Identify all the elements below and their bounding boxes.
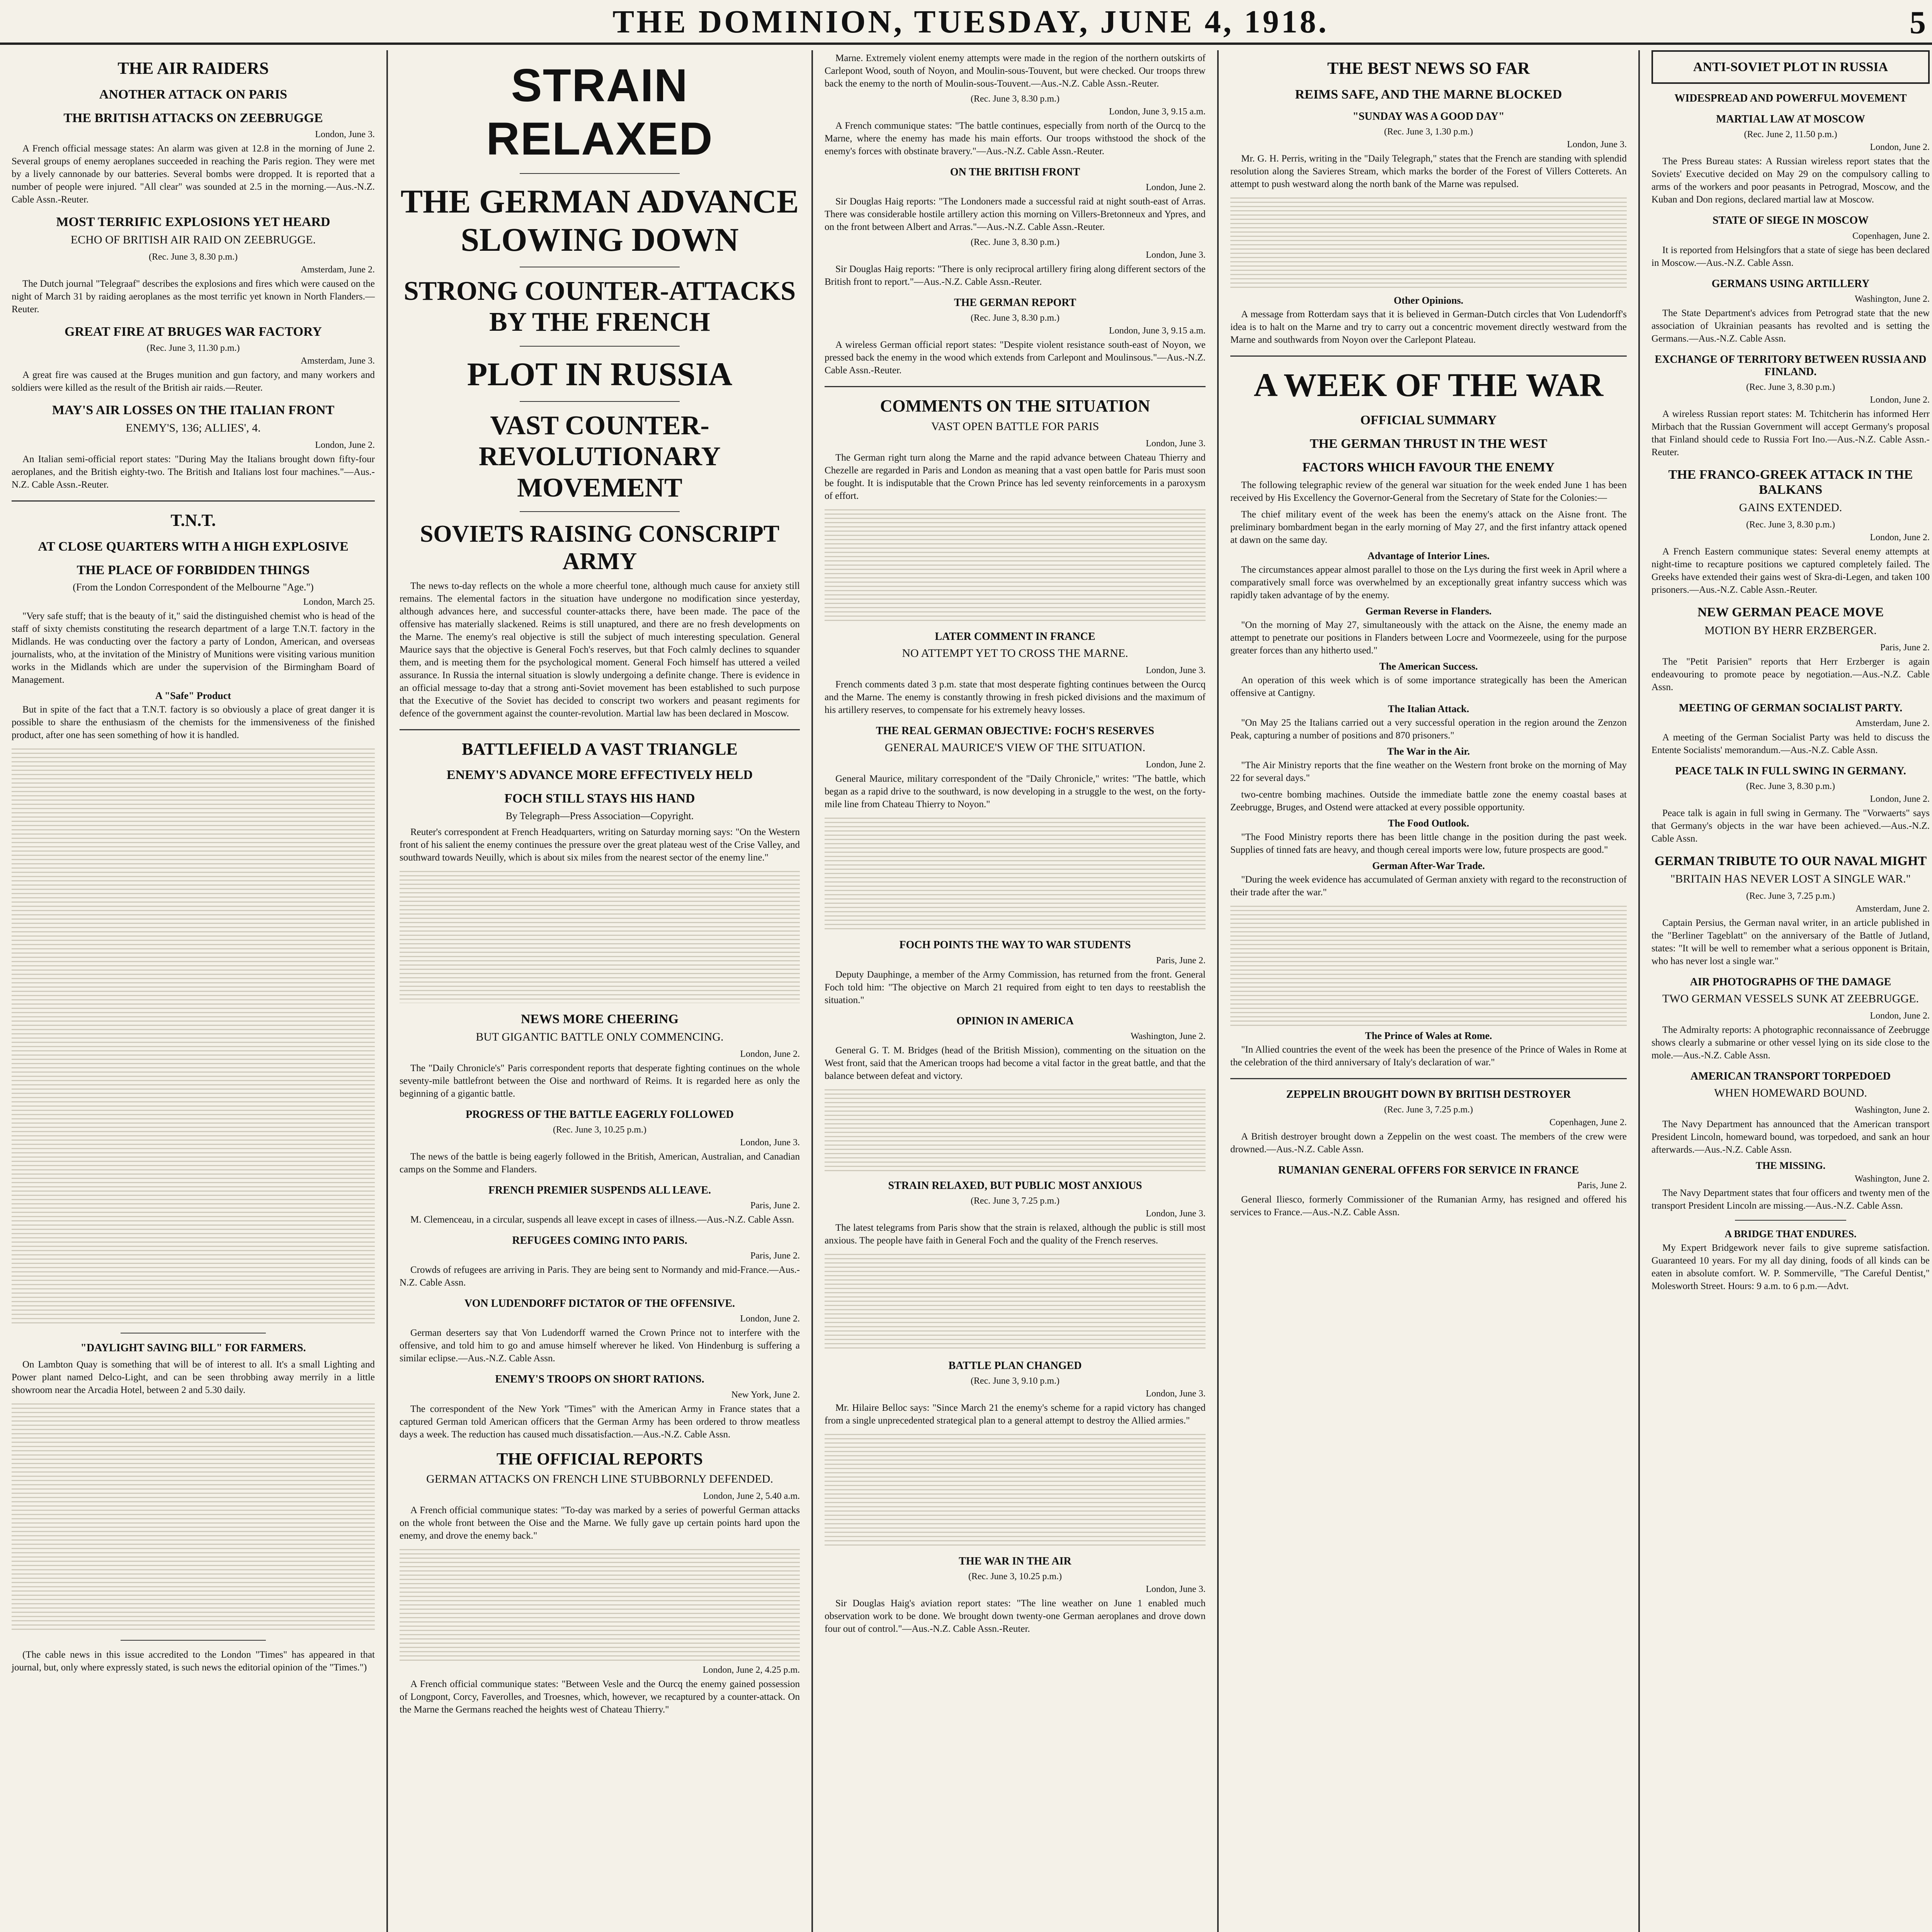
article-text: Marne. Extremely violent enemy attempts were made in the region of the northern outskirts of Carlepont Wood, south of Noyon, and Moulin-sous-Touvent, but were checked. Our troops threw back the enemy to the north of Moulin-sous-Touvent.—Aus.-N.Z. Cable Assn.-Reuter. xyxy=(825,53,1206,89)
article-text: A message from Rotterdam says that it is believed in German-Dutch circles that Von Ludendorff's idea is to halt on the Marne and try to carry out a concentric movement directly westward from the Marne and southwards from Noyon over the Carlepont Plateau. xyxy=(1230,309,1627,345)
dateline: London, June 2. xyxy=(1870,395,1930,405)
headline: THE AIR RAIDERS xyxy=(117,59,269,78)
received-time: (Rec. June 3, 10.25 p.m.) xyxy=(968,1571,1062,1582)
article-text: Crowds of refugees are arriving in Paris. They are being sent to Normandy and mid-France.—Aus.-N.Z. Cable Assn. xyxy=(400,1265,800,1288)
article-text-continued xyxy=(12,1400,375,1632)
received-time: (Rec. June 3, 7.25 p.m.) xyxy=(1746,891,1835,901)
article-text: A meeting of the German Socialist Party was held to discuss the Entente Socialists' memorandum.—Aus.-N.Z. Cable Assn. xyxy=(1651,732,1930,755)
headline: STATE OF SIEGE IN MOSCOW xyxy=(1712,214,1869,227)
article-text: "The Air Ministry reports that the fine weather on the Western front broke on the morning of May 22 for several days." xyxy=(1230,760,1627,784)
headline: PEACE TALK IN FULL SWING IN GERMANY. xyxy=(1675,765,1906,777)
dateline: London, June 2. xyxy=(740,1314,800,1324)
headline: VON LUDENDORFF DICTATOR OF THE OFFENSIVE. xyxy=(464,1298,735,1310)
headline: EXCHANGE OF TERRITORY BETWEEN RUSSIA AND FINLAND. xyxy=(1655,353,1927,378)
dateline: London, June 2. xyxy=(1870,1011,1930,1021)
subheadline: ANOTHER ATTACK ON PARIS xyxy=(99,87,287,102)
subheadline: ECHO OF BRITISH AIR RAID ON ZEEBRUGGE. xyxy=(70,233,316,246)
dateline: London, June 2. xyxy=(315,440,375,451)
dateline: London, June 3. xyxy=(1567,139,1627,150)
dateline: London, June 3. xyxy=(1146,1389,1206,1399)
headline: THE GERMAN REPORT xyxy=(954,297,1077,309)
subheadline: FOCH STILL STAYS HIS HAND xyxy=(504,791,695,806)
headline: COMMENTS ON THE SITUATION xyxy=(880,396,1150,416)
dateline: Washington, June 2. xyxy=(1854,1174,1930,1184)
subheadline: ENEMY'S ADVANCE MORE EFFECTIVELY HELD xyxy=(446,768,753,782)
article-text: "On May 25 the Italians carried out a very successful operation in the region around the Zenzon Peak, capturing a number of positions and 870 prisoners." xyxy=(1230,718,1627,741)
article-text: But in spite of the fact that a T.N.T. factory is so obviously a place of great danger it is possible to share the enthusiasm of the chemists for the immensiveness of the finished product, after one has seen something of how it is handled. xyxy=(12,704,375,740)
dateline: London, June 2. xyxy=(1870,142,1930,153)
received-time: (Rec. June 3, 8.30 p.m.) xyxy=(1746,382,1835,393)
headline: REFUGEES COMING INTO PARIS. xyxy=(512,1235,687,1247)
section-heading: German After-War Trade. xyxy=(1372,860,1485,872)
article-text: The Admiralty reports: A photographic reconnaissance of Zeebrugge shows clearly a submarine or other vessel lying on its side close to the mole.—Aus.-N.Z. Cable Assn. xyxy=(1651,1025,1930,1061)
article-text: "The Food Ministry reports there has been little change in the position during the past week. Supplies of tinned fats are heavy, and though cereal imports were low, future prospects are good." xyxy=(1230,832,1627,855)
subheadline: GENERAL MAURICE'S VIEW OF THE SITUATION. xyxy=(884,741,1146,754)
subheadline: GAINS EXTENDED. xyxy=(1739,501,1842,514)
article-text: It is reported from Helsingfors that a state of siege has been declared in Moscow.—Aus.-N.Z. Cable Assn. xyxy=(1651,245,1930,268)
article-text-continued xyxy=(825,506,1206,622)
article-text: Captain Persius, the German naval writer, in an article published in the "Berliner Tageblatt" on the anniversary of the Battle of Jutland, states: "It will be well to remember what a serious opponent is Britain, who has never lost a single war." xyxy=(1651,917,1930,966)
article-text-continued xyxy=(1230,903,1627,1026)
article-text: "During the week evidence has accumulated of German anxiety with regard to the reconstruction of their trade after the war." xyxy=(1230,874,1627,898)
copyright-line: By Telegraph—Press Association—Copyright. xyxy=(505,810,694,821)
headline: MOST TERRIFIC EXPLOSIONS YET HEARD xyxy=(56,214,330,229)
article-text: General Iliesco, formerly Commissioner of the Rumanian Army, has resigned and offered his services to France.—Aus.-N.Z. Cable Assn. xyxy=(1230,1194,1627,1218)
headline: THE BEST NEWS SO FAR xyxy=(1327,59,1530,78)
article-text-continued xyxy=(1230,194,1627,291)
dateline: Amsterdam, June 3. xyxy=(301,355,375,366)
summary-text: The news to-day reflects on the whole a more cheerful tone, although much cause for anxiety still remains. The elemental factors in the situation have undergone no modification since yesterday, although advances here, and successful counter-attacks there, have been made. The pace of the offensive has materially slackened. Reims is still unaptured, and there are no fresh developments on the Marne. The enemy's real objective is still the subject of much interesting speculation. General Maurice says that the objective is General Foch's reserves, but that Foch calmly declines to squander them, and is meeting them for the psychological moment. General Foch himself has uttered a veiled assurance. In Russia the internal situation is slowly undergoing a definite change. There is evidence in an official message to-day that a strong anti-Soviet movement has been established to such purpose that the Executive of the Soviet has decided to conscript two workers and peasant regiments for defence of the government against the counter-revolution. Martial law has been declared in Moscow. xyxy=(400,580,800,719)
divider xyxy=(12,500,375,502)
article-text: An operation of this week which is of some importance strategically has been the American offensive at Cantigny. xyxy=(1230,675,1627,699)
received-time: (Rec. June 3, 10.25 p.m.) xyxy=(553,1124,646,1135)
advertisement-heading: A BRIDGE THAT ENDURES. xyxy=(1725,1228,1857,1240)
article-text-continued xyxy=(825,1251,1206,1351)
subheadline: BUT GIGANTIC BATTLE ONLY COMMENCING. xyxy=(476,1030,724,1043)
article-text: "Very safe stuff; that is the beauty of it," said the distinguished chemist who is head of the staff of sixty chemists constituting the research department of a large T.N.T. factory in the Midlands. He was conducting over the factory a party of London, American, and overseas journalists, who, at the invitation of the Ministry of Munitions were visiting various munition works in the Midlands which are under the supervision of the Birmingham Board of Management. xyxy=(12,611,375,685)
dateline: London, June 2. xyxy=(1870,794,1930,804)
headline: MEETING OF GERMAN SOCIALIST PARTY. xyxy=(1679,702,1903,714)
dateline: Washington, June 2. xyxy=(1854,294,1930,304)
dateline: Copenhagen, June 2. xyxy=(1852,231,1930,241)
headline: THE GERMAN ADVANCE SLOWING DOWN xyxy=(400,183,799,258)
section-heading: Advantage of Interior Lines. xyxy=(1367,550,1490,562)
article-text: The correspondent of the New York "Times" with the American Army in France states that a captured German told American officers that the German Army has been ordered to throw meatless days a week. The reduction has caused much dissatisfaction.—Aus.-N.Z. Cable Assn. xyxy=(400,1403,800,1440)
article-text: The German right turn along the Marne and the rapid advance between Chateau Thierry and Chezelle are regarded in Paris and London as meaning that a vast open battle for Paris must soon be fought. It is indisputable that the Crown Prince has led seventy reinforcements in a paroxysm of effort. xyxy=(825,452,1206,501)
article-text: A French official communique states: "To-day was marked by a series of powerful German attacks on the whole front between the Oise and the Marne. We fully gave up certain points hard upon the enemy, and drove the enemy back." xyxy=(400,1505,800,1541)
received-time: (Rec. June 3, 11.30 p.m.) xyxy=(146,343,240,353)
received-time: (Rec. June 3, 8.30 p.m.) xyxy=(971,237,1060,248)
article-text: An Italian semi-official report states: "During May the Italians brought down fifty-four aeroplanes, and the British eighty-two. The British and Italians lost four machines."—Aus.-N.Z. Cable Assn.-Reuter. xyxy=(12,454,375,490)
article-text: A French Eastern communique states: Several enemy attempts at night-time to recapture positions we captured completely failed. The Greeks have extended their gains west of Skra-di-Legen, and taken 100 prisoners.—Aus.-N.Z. Cable Assn.-Reuter. xyxy=(1651,546,1930,595)
dateline: London, June 2. xyxy=(1870,532,1930,543)
subheadline: ENEMY'S, 136; ALLIES', 4. xyxy=(126,422,261,435)
article-text: Peace talk is again in full swing in Germany. The "Vorwaerts" says that Germany's objects in the war have been achieved.—Aus.-N.Z. Cable Assn. xyxy=(1651,808,1930,844)
article-text: German deserters say that Von Ludendorff warned the Crown Prince not to interfere with the offensive, and told him to go and amuse himself wherever he liked. Von Hindenburg is suffering a similar eclipse.—Aus.-N.Z. Cable Assn. xyxy=(400,1328,800,1364)
divider xyxy=(121,1640,266,1641)
section-heading: The War in the Air. xyxy=(1387,746,1470,757)
dateline: Paris, June 2. xyxy=(750,1251,800,1261)
subheadline: THE GERMAN THRUST IN THE WEST xyxy=(1310,436,1548,451)
subheadline: "BRITAIN HAS NEVER LOST A SINGLE WAR." xyxy=(1670,872,1911,885)
subheadline: TWO GERMAN VESSELS SUNK AT ZEEBRUGGE. xyxy=(1662,992,1919,1005)
headline: MAY'S AIR LOSSES ON THE ITALIAN FRONT xyxy=(52,403,335,417)
received-time: (Rec. June 2, 11.50 p.m.) xyxy=(1744,129,1837,140)
article-text: Sir Douglas Haig's aviation report states: "The line weather on June 1 enabled much observation work to be done. We brought down twenty-one German aeroplanes and drove down four out of control."—Aus.-N.Z. Cable Assn.-Reuter. xyxy=(825,1598,1206,1634)
section-heading: German Reverse in Flanders. xyxy=(1365,605,1492,617)
subheadline: NO ATTEMPT YET TO CROSS THE MARNE. xyxy=(902,647,1128,660)
dateline: London, June 3. xyxy=(1146,665,1206,676)
dateline: Paris, June 2. xyxy=(1156,955,1206,966)
headline: BATTLEFIELD A VAST TRIANGLE xyxy=(462,739,738,759)
received-time: (Rec. June 3, 8.30 p.m.) xyxy=(1746,781,1835,791)
dateline: Paris, June 2. xyxy=(750,1201,800,1211)
section-heading: The Prince of Wales at Rome. xyxy=(1365,1030,1492,1042)
headline: GREAT FIRE AT BRUGES WAR FACTORY xyxy=(64,324,322,339)
section-heading: The Food Outlook. xyxy=(1388,818,1469,829)
headline: T.N.T. xyxy=(170,511,216,530)
dateline: London, June 3. xyxy=(1146,438,1206,449)
dateline: Washington, June 2. xyxy=(1130,1031,1206,1041)
article-text: Sir Douglas Haig reports: "There is only reciprocal artillery firing along different sectors of the British front to report."—Aus.-N.Z. Cable Assn.-Reuter. xyxy=(825,264,1206,287)
article-text: The circumstances appear almost parallel to those on the Lys during the first week in April where a comparatively small force was overwhelmed by an exceptionally great infantry success which was rapidly taken advantage of by the enemy. xyxy=(1230,565,1627,601)
article-text: French comments dated 3 p.m. state that most desperate fighting continues between the Ourcq and the Marne. The enemy is constantly throwing in fresh picked divisions and the maximum of his artillery reserves, to compensate for his extremely heavy losses. xyxy=(825,679,1206,716)
dateline: London, June 3. xyxy=(1146,250,1206,260)
subheadline: REIMS SAFE, AND THE MARNE BLOCKED xyxy=(1295,87,1562,102)
received-time: (Rec. June 3, 8.30 p.m.) xyxy=(1746,520,1835,530)
received-time: (Rec. June 3, 9.10 p.m.) xyxy=(971,1376,1060,1386)
article-text-continued xyxy=(400,868,800,1003)
article-text-continued xyxy=(825,1086,1206,1171)
article-text: A wireless Russian report states: M. Tchitcherin has informed Herr Mirbach that the Russian Government will accept Germany's proposal that Finland should cede to Russia Fort Ino.—Aus.-N.Z. Cable Assn.-Reuter. xyxy=(1651,409,1930,458)
article-text: The latest telegrams from Paris show that the strain is relaxed, although the public is still most anxious. The people have faith in General Foch and the quality of the French reserves. xyxy=(825,1222,1206,1246)
headline: A WEEK OF THE WAR xyxy=(1253,366,1604,403)
headline: ZEPPELIN BROUGHT DOWN BY BRITISH DESTROYER xyxy=(1286,1088,1571,1101)
divider xyxy=(520,346,680,347)
headline: VAST COUNTER-REVOLUTIONARY MOVEMENT xyxy=(478,410,721,503)
article-text: Mr. G. H. Perris, writing in the "Daily Telegraph," states that the French are standing with splendid resolution along the Savieres Stream, which marks the border of the Forest of Villers Cotterets. An attempt to push westward along the north bank of the Marne was repulsed. xyxy=(1230,153,1627,189)
section-heading: Other Opinions. xyxy=(1393,294,1464,306)
headline: THE REAL GERMAN OBJECTIVE: FOCH'S RESERVES xyxy=(876,725,1155,737)
article-text: A French communique states: "The battle continues, especially from north of the Ourcq to the Marne, where the enemy has made his main efforts. Our troops withstood the shock of the enemy's forces with obstinate bravery."—Aus.-N.Z. Cable Assn.-Reuter. xyxy=(825,121,1206,156)
headline: THE WAR IN THE AIR xyxy=(959,1555,1071,1568)
article-text-continued xyxy=(12,745,375,1325)
dateline: London, June 3. xyxy=(1146,1584,1206,1595)
headline: NEW GERMAN PEACE MOVE xyxy=(1697,605,1884,620)
headline: GERMAN TRIBUTE TO OUR NAVAL MIGHT xyxy=(1654,854,1927,868)
article-text: The Dutch journal "Telegraaf" describes the explosions and fires which were caused on the night of March 31 by raiding aeroplanes as the most terrific yet known in North Flanders.—Reuter. xyxy=(12,278,375,315)
subheadline: AT CLOSE QUARTERS WITH A HIGH EXPLOSIVE xyxy=(38,539,349,554)
divider xyxy=(825,386,1206,387)
newspaper-title: THE DOMINION, TUESDAY, JUNE 4, 1918. xyxy=(612,4,1329,40)
dateline: London, June 3. xyxy=(740,1137,800,1148)
headline: THE OFFICIAL REPORTS xyxy=(497,1449,703,1468)
article-text: A French official communique states: "Between Vesle and the Ourcq the enemy gained possession of Longpont, Corcy, Faverolles, and Troesnes, which, however, we recaptured by a counter-attack. On the Marne the Germans reached the heights west of Chateau Thierry." xyxy=(400,1679,800,1715)
section-heading: The Italian Attack. xyxy=(1388,703,1469,715)
article-text: "In Allied countries the event of the week has been the presence of the Prince of Wales in Rome at the celebration of the third anniversary of Italy's declaration of war." xyxy=(1230,1044,1627,1068)
divider xyxy=(1230,355,1627,357)
dateline: London, June 3. xyxy=(1146,1208,1206,1219)
article-text: The following telegraphic review of the general war situation for the week ended June 1 has been received by His Excellency the Governor-General from the Secretary of State for the Colonies:— xyxy=(1230,480,1627,503)
dateline: London, June 3, 9.15 a.m. xyxy=(1109,107,1206,117)
subheadline: OFFICIAL SUMMARY xyxy=(1360,413,1497,427)
headline: GERMANS USING ARTILLERY xyxy=(1711,277,1870,290)
section-heading: THE MISSING. xyxy=(1755,1160,1826,1172)
headline: FOCH POINTS THE WAY TO WAR STUDENTS xyxy=(899,939,1131,951)
headline: STRAIN RELAXED, BUT PUBLIC MOST ANXIOUS xyxy=(888,1179,1142,1192)
subheadline: THE BRITISH ATTACKS ON ZEEBRUGGE xyxy=(63,111,323,125)
advertisement-text: My Expert Bridgework never fails to give supreme satisfaction. Guaranteed 10 years. For my all day dining, foods of all kinds can be eaten in absolute comfort. W. P. Sommerville, "The Careful Dentist," Molesworth Street. Hours: 9 a.m. to 6 p.m.—Advt. xyxy=(1651,1243,1930,1292)
column-1 xyxy=(0,50,386,1932)
dateline: Amsterdam, June 2. xyxy=(301,264,375,275)
dateline: London, June 2. xyxy=(1146,760,1206,770)
article-text: The Navy Department has announced that the American transport President Lincoln, homeward bound, was torpedoed, and sank an hour afterwards.—Aus.-N.Z. Cable Assn. xyxy=(1651,1119,1930,1155)
article-text-continued xyxy=(400,1546,800,1662)
received-time: (Rec. June 3, 8.30 p.m.) xyxy=(149,252,238,262)
headline: AMERICAN TRANSPORT TORPEDOED xyxy=(1690,1070,1891,1083)
article-text: The chief military event of the week has been the enemy's attack on the Aisne front. The preliminary bombardment began in the early morning of May 27, and the first infantry attack opened at dawn on the same day. xyxy=(1230,509,1627,546)
article-text: M. Clemenceau, in a circular, suspends all leave except in cases of illness.—Aus.-N.Z. Cable Assn. xyxy=(410,1214,794,1225)
dateline: Copenhagen, June 2. xyxy=(1549,1117,1627,1128)
headline: ENEMY'S TROOPS ON SHORT RATIONS. xyxy=(495,1373,704,1386)
article-text-continued xyxy=(825,815,1206,930)
subheadline: GERMAN ATTACKS ON FRENCH LINE STUBBORNLY DEFENDED. xyxy=(426,1473,773,1486)
dateline: London, March 25. xyxy=(303,597,375,607)
headline: FRENCH PREMIER SUSPENDS ALL LEAVE. xyxy=(488,1184,711,1196)
received-time: (Rec. June 3, 8.30 p.m.) xyxy=(971,313,1060,323)
headline: OPINION IN AMERICA xyxy=(956,1015,1074,1027)
headline: PROGRESS OF THE BATTLE EAGERLY FOLLOWED xyxy=(466,1108,734,1121)
subheadline: WHEN HOMEWARD BOUND. xyxy=(1714,1087,1867,1100)
divider xyxy=(520,173,680,174)
article-text: The State Department's advices from Petrograd state that the new association of Ukrainian peasants has revolted and is setting the Germans.—Aus.-N.Z. Cable Assn. xyxy=(1651,308,1930,344)
article-text: two-centre bombing machines. Outside the immediate battle zone the enemy coastal bases at Zeebrugge, Bruges, and Ostend were attacked at every possible opportunity. xyxy=(1230,789,1627,813)
subheadline: FACTORS WHICH FAVOUR THE ENEMY xyxy=(1302,460,1555,474)
column-3 xyxy=(813,50,1217,1932)
dateline: London, June 3, 9.15 a.m. xyxy=(1109,326,1206,336)
source-credit: (From the London Correspondent of the Melbourne "Age.") xyxy=(73,581,314,593)
main-headline: STRAIN RELAXED xyxy=(486,60,713,165)
boxed-headline xyxy=(1651,50,1930,84)
subheadline: WIDESPREAD AND POWERFUL MOVEMENT xyxy=(1674,92,1907,105)
dateline: London, June 2. xyxy=(1146,182,1206,193)
editorial-note: (The cable news in this issue accredited to the London "Times" has appeared in that journal, but, only where expressly stated, is such news the editorial opinion of the "Times.") xyxy=(12,1650,375,1673)
dateline: Amsterdam, June 2. xyxy=(1855,718,1930,728)
dateline: London, June 2, 4.25 p.m. xyxy=(702,1665,800,1675)
article-text: Deputy Dauphinge, a member of the Army Commission, has returned from the front. General Foch told him: "The objective on March 21 required from eight to ten days to reestablish the situation." xyxy=(825,969,1206,1005)
headline: ON THE BRITISH FRONT xyxy=(950,166,1080,178)
headline: THE FRANCO-GREEK ATTACK IN THE BALKANS xyxy=(1668,468,1913,497)
divider xyxy=(400,729,800,730)
dateline: London, June 3. xyxy=(315,129,375,139)
article-text: Sir Douglas Haig reports: "The Londoners made a successful raid at night south-east of Arras. There was considerable hostile artillery action this morning on Villers-Bretonneux and Ypres, and on the front between Albert and Arras."—Aus.-N.Z. Cable Assn.-Reuter. xyxy=(825,196,1206,233)
headline: BATTLE PLAN CHANGED xyxy=(948,1359,1082,1372)
headline: PLOT IN RUSSIA xyxy=(467,355,733,393)
headline: "DAYLIGHT SAVING BILL" FOR FARMERS. xyxy=(80,1342,306,1354)
headline: ANTI-SOVIET PLOT IN RUSSIA xyxy=(1693,60,1888,74)
article-text: A wireless German official report states: "Despite violent resistance south-east of Noyon, we pressed back the enemy in the wood which extends from Carlepont and Moulinsous."—Aus.-N.Z. Cable Assn.-Reuter. xyxy=(825,340,1206,376)
headline: SOVIETS RAISING CONSCRIPT ARMY xyxy=(420,521,780,575)
subheadline: "SUNDAY WAS A GOOD DAY" xyxy=(1352,110,1505,122)
dateline: Amsterdam, June 2. xyxy=(1855,903,1930,914)
dateline: London, June 2, 5.40 a.m. xyxy=(703,1491,800,1502)
article-text: The news of the battle is being eagerly followed in the British, American, Australian, and Canadian camps on the Somme and Flanders. xyxy=(400,1151,800,1175)
dateline: New York, June 2. xyxy=(731,1389,800,1400)
article-text: A British destroyer brought down a Zeppelin on the west coast. The members of the crew were drowned.—Aus.-N.Z. Cable Assn. xyxy=(1230,1131,1627,1155)
article-text: The Navy Department states that four officers and twenty men of the transport President Lincoln are missing.—Aus.-N.Z. Cable Assn. xyxy=(1651,1188,1930,1211)
divider xyxy=(1230,1078,1627,1079)
received-time: (Rec. June 3, 7.25 p.m.) xyxy=(1384,1105,1473,1115)
headline: AIR PHOTOGRAPHS OF THE DAMAGE xyxy=(1690,976,1891,988)
headline: STRONG COUNTER-ATTACKS BY THE FRENCH xyxy=(403,276,796,337)
article-text: Reuter's correspondent at French Headquarters, writing on Saturday morning says: "On the Western front of his salient the enemy continues the pressure over the great plateau west of the Crise Valley, and southward towards Neuilly, which is about six miles from the nearest sector of the enemy line." xyxy=(400,827,800,863)
dateline: London, June 2. xyxy=(740,1049,800,1059)
article-text: Mr. Hilaire Belloc says: "Since March 21 the enemy's scheme for a rapid victory has changed from a single unprecedented strategical plan to a general attempt to destroy the Allied armies." xyxy=(825,1403,1206,1426)
article-text: On Lambton Quay is something that will be of interest to all. It's a small Lighting and Power plant named Delco-Light, and can be seen throbbing away merrily in a little showroom near the Arcadia Hotel, between 2 and 5.30 daily. xyxy=(12,1359,375,1396)
article-text-continued xyxy=(825,1431,1206,1547)
article-text: The "Daily Chronicle's" Paris correspondent reports that desperate fighting continues on the whole seventy-mile battlefront between the Oise and northward of Reims. It is regarded here as only the beginning of a gigantic battle. xyxy=(400,1063,800,1099)
divider xyxy=(520,511,680,512)
subheadline: MOTION BY HERR ERZBERGER. xyxy=(1704,624,1877,637)
article-text: A French official message states: An alarm was given at 12.8 in the morning of June 2. Several groups of enemy aeroplanes succeeded in reaching the Paris region. They were met by a lively cannonade by our batteries. Several bombs were dropped. It is reported that a number of people were injured. "All clear" was sounded at 2.5 in the morning.—Aus.-N.Z. Cable Assn.-Reuter. xyxy=(12,143,375,205)
section-heading: A "Safe" Product xyxy=(155,690,231,701)
received-time: (Rec. June 3, 7.25 p.m.) xyxy=(971,1196,1060,1206)
subheadline: THE PLACE OF FORBIDDEN THINGS xyxy=(77,563,310,577)
article-text: General Maurice, military correspondent of the "Daily Chronicle," writes: "The battle, which began as a rapid drive to the southward, is now developing in a struggle to the west, on the forty-mile line from Chateau Thierry to Noyon." xyxy=(825,774,1206,810)
column-2 xyxy=(388,50,811,1932)
subheadline: VAST OPEN BATTLE FOR PARIS xyxy=(931,420,1099,433)
article-text: General G. T. M. Bridges (head of the British Mission), commenting on the situation on the West front, said that the American troops had become a vital factor in the great battle, and that the balance between defeat and victory. xyxy=(825,1045,1206,1081)
dateline: Paris, June 2. xyxy=(1880,642,1930,653)
headline: RUMANIAN GENERAL OFFERS FOR SERVICE IN FRANCE xyxy=(1278,1164,1579,1177)
headline: NEWS MORE CHEERING xyxy=(520,1012,679,1026)
subheadline: MARTIAL LAW AT MOSCOW xyxy=(1716,113,1865,126)
divider xyxy=(520,401,680,402)
dateline: Washington, June 2. xyxy=(1854,1105,1930,1116)
article-text: A great fire was caused at the Bruges munition and gun factory, and many workers and soldiers were killed as the result of the British air raids.—Reuter. xyxy=(12,369,375,393)
page-number: 5 xyxy=(1910,5,1926,41)
column-4 xyxy=(1219,50,1638,1932)
received-time: (Rec. June 3, 8.30 p.m.) xyxy=(971,94,1060,104)
received-time: (Rec. June 3, 1.30 p.m.) xyxy=(1384,126,1473,137)
section-heading: The American Success. xyxy=(1379,661,1478,672)
dateline: Paris, June 2. xyxy=(1577,1180,1627,1191)
divider xyxy=(1735,1220,1846,1221)
article-text: The Press Bureau states: A Russian wireless report states that the Soviets' Executive decided on May 29 on the compulsory calling to arms of the workers and poor peasants in Petrograd, Moscow, and the Kuban and Don regions, declared martial law at Moscow. xyxy=(1651,156,1930,205)
column-5 xyxy=(1640,50,1932,1932)
masthead xyxy=(0,0,1932,45)
article-text: The "Petit Parisien" reports that Herr Erzberger is again endeavouring to promote peace by negotiation.—Aus.-N.Z. Cable Assn. xyxy=(1651,656,1930,692)
article-text: "On the morning of May 27, simultaneously with the attack on the Aisne, the enemy made an attempt to penetrate our positions in Flanders between Locre and Voormezeele, using for the purpose greater forces than any hitherto used." xyxy=(1230,620,1627,656)
headline: LATER COMMENT IN FRANCE xyxy=(935,630,1095,643)
